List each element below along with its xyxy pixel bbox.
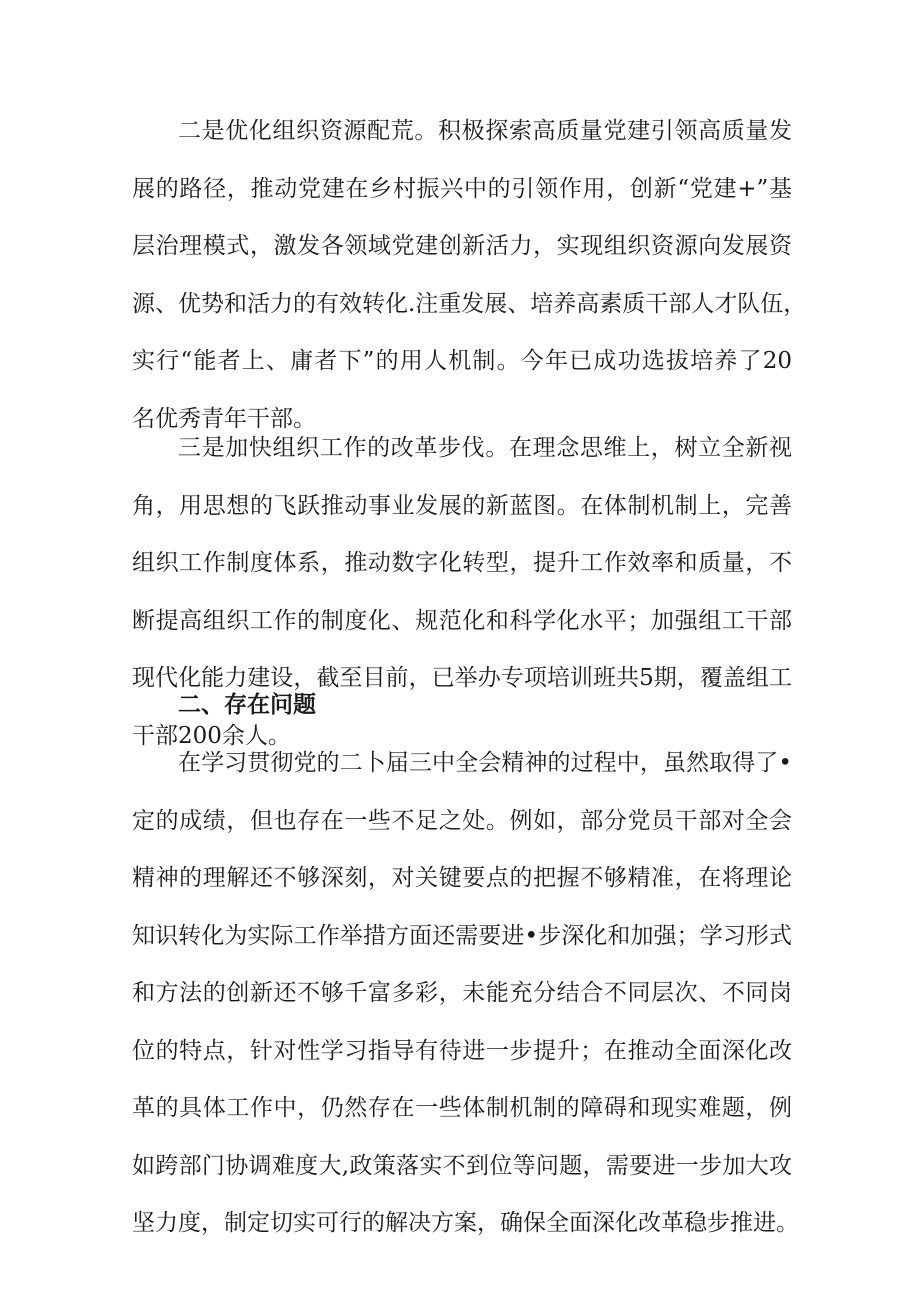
paragraph-problems [132,735,799,1253]
text-line: 名优秀青年干部。 [132,405,316,432]
text-line: 展的路径，推动党建在乡村振兴中的引领作用，创新“党建+”基 [132,175,792,202]
text-line: 二是优化组织资源配荒。积极探索高质量党建引领高质量发 [178,118,792,144]
text-line: 实行“能者上、庸者下”的用人机制。今年已成功选拔培养了20 [132,348,792,374]
text-line: 坚力度，制定切实可行的解决方案，确保全面深化改革稳步推进。 [132,1210,799,1236]
text-line: 革的具体工作中，仍然存在一些体制机制的障碍和现实难题，例 [132,1095,792,1121]
text-line: 知识转化为实际工作举措方面还需要进•步深化和加强；学习形式 [132,922,792,949]
text-line: 组织工作制度体系，推动数字化转型，提升工作效率和质量，不 [132,550,792,576]
text-line: 和方法的创新还不够千富多彩，未能充分结合不同层次、不同岗 [132,980,792,1006]
text-line: 角，用思想的飞跃推动事业发展的新蓝图。在体制机制上，完善 [132,492,792,519]
text-line: 定的成绩，但也存在一些不足之处。例如，部分党员干部对全会 [132,807,792,834]
text-line: 现代化能力建设，截至目前，已举办专项培训班共5期，覆盖组工 [132,665,792,691]
text-line: 位的特点，针对性学习指导有待进一步提升；在推动全面深化改 [132,1037,792,1064]
text-line: 精神的理解还不够深刻，对关键要点的把握不够精准，在将理论 [132,865,792,891]
section-heading-existing-problems: 二、存在问题 [178,692,316,718]
text-line: 三是加快组织工作的改革步伐。在理念思维上，树立全新视 [178,435,792,461]
text-line: 断提高组织工作的制度化、规范化和科学化水平；加强组工干部 [132,607,792,634]
text-line: 如跨部门协调难度大,政策落实不到位等问题，需要进一步加大攻 [132,1152,792,1179]
text-line: 在学习贯彻党的二卜届三中全会精神的过程中，虽然取得了• [178,750,792,776]
text-line: 源、优势和活力的有效转化.注重发展、培养高素质干部人才队伍， [132,290,807,317]
paragraph-optimize-resources [132,103,807,448]
text-line: 干部200余人。 [132,722,291,749]
text-line: 层治理模式，激发各领域党建创新活力，实现组织资源向发展资 [132,233,792,259]
